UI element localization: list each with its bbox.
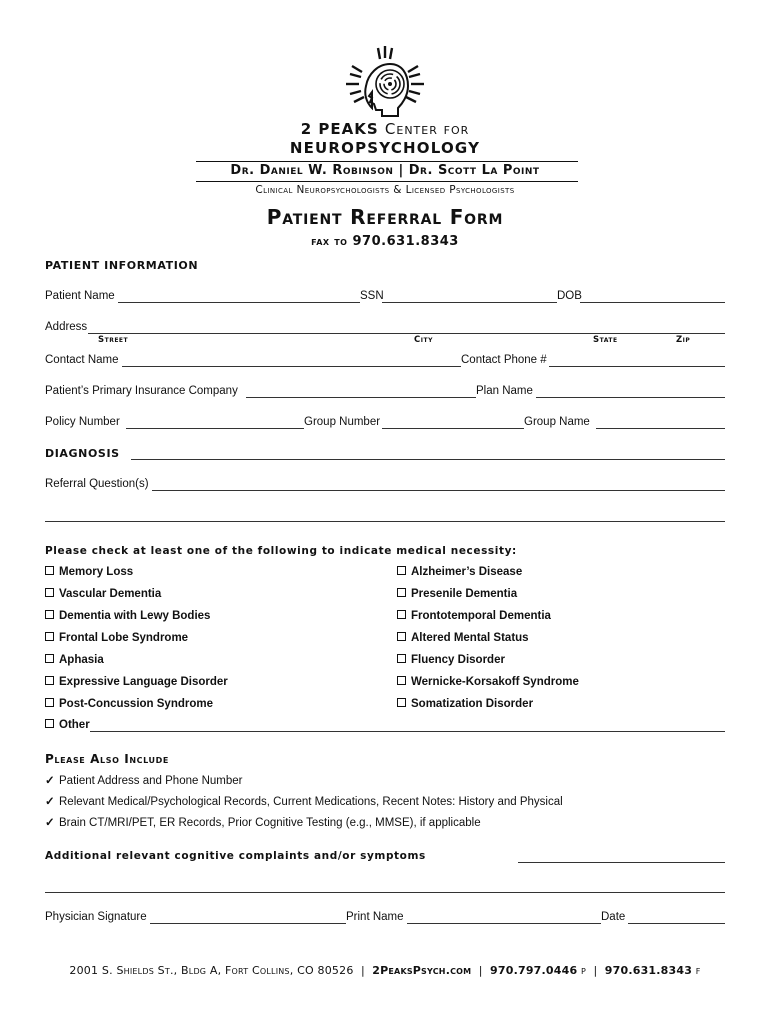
checkbox-post-concussion-syndrome[interactable]: Post-Concussion Syndrome xyxy=(45,698,213,710)
form-title: Patient Referral Form xyxy=(266,205,504,229)
checkbox-icon[interactable] xyxy=(397,566,406,575)
footer-fax: 970.631.8343 xyxy=(604,964,693,977)
checkbox-icon[interactable] xyxy=(45,610,54,619)
print-name-field[interactable] xyxy=(407,923,601,924)
footer-fax-suffix: f xyxy=(695,964,701,977)
dob-field[interactable] xyxy=(580,302,725,303)
doctor-names: Dr. Daniel W. Robinson | Dr. Scott La Point xyxy=(230,163,540,178)
footer-phone-suffix: p xyxy=(581,964,587,977)
checkbox-vascular-dementia[interactable]: Vascular Dementia xyxy=(45,588,161,600)
additional-complaints-heading: Additional relevant cognitive complaints and/or symptoms xyxy=(45,850,426,862)
checkbox-icon[interactable] xyxy=(45,588,54,597)
contact-phone-label: Contact Phone # xyxy=(461,354,547,366)
please-also-include-heading: Please Also Include xyxy=(45,752,169,766)
contact-name-label: Contact Name xyxy=(45,354,119,366)
checkbox-somatization-disorder[interactable]: Somatization Disorder xyxy=(397,698,533,710)
patient-information-heading: PATIENT INFORMATION xyxy=(45,259,199,272)
contact-row xyxy=(45,354,725,368)
additional-complaints-line-2[interactable] xyxy=(45,892,725,893)
checkbox-icon[interactable] xyxy=(45,632,54,641)
policy-number-field[interactable] xyxy=(126,428,304,429)
checkbox-icon[interactable] xyxy=(397,698,406,707)
checkbox-icon[interactable] xyxy=(397,632,406,641)
include-item: ✓ Brain CT/MRI/PET, ER Records, Prior Cognitive Testing (e.g., MMSE), if applicable xyxy=(45,817,481,829)
physician-signature-field[interactable] xyxy=(150,923,346,924)
patient-name-row xyxy=(45,290,725,304)
referral-questions-line-2[interactable] xyxy=(45,521,725,522)
address-label: Address xyxy=(45,321,88,333)
footer-website[interactable]: 2PeaksPsych.com xyxy=(372,964,472,977)
other-field[interactable] xyxy=(90,731,725,732)
physician-signature-label: Physician Signature xyxy=(45,911,147,923)
checkbox-presenile-dementia[interactable]: Presenile Dementia xyxy=(397,588,517,600)
additional-complaints-field[interactable] xyxy=(518,862,725,863)
check-mark-icon: ✓ xyxy=(45,775,55,787)
checkbox-icon[interactable] xyxy=(45,566,54,575)
logo xyxy=(342,44,428,120)
patient-name-field[interactable] xyxy=(118,302,360,303)
ssn-label: SSN xyxy=(360,290,384,302)
checkbox-dementia-lewy-bodies[interactable]: Dementia with Lewy Bodies xyxy=(45,610,210,622)
referral-questions-label: Referral Question(s) xyxy=(45,478,149,490)
footer: 2001 S. Shields St., Bldg A, Fort Collins, CO 80526 | 2PeaksPsych.com | 970.797.0446 p | 970.631.8343 f xyxy=(69,964,701,977)
diagnosis-heading: DIAGNOSIS xyxy=(45,447,120,460)
state-sublabel: State xyxy=(593,335,618,345)
checkbox-icon[interactable] xyxy=(397,610,406,619)
footer-phone: 970.797.0446 xyxy=(490,964,578,977)
check-mark-icon: ✓ xyxy=(45,796,55,808)
contact-phone-field[interactable] xyxy=(549,366,725,367)
city-sublabel: City xyxy=(414,335,433,345)
checkbox-aphasia[interactable]: Aphasia xyxy=(45,654,104,666)
referral-questions-field[interactable] xyxy=(152,490,725,491)
zip-sublabel: Zip xyxy=(676,335,691,345)
policy-number-label: Policy Number xyxy=(45,416,120,428)
org-name-line1: 2 PEAKS Center for xyxy=(300,120,470,138)
additional-complaints-row xyxy=(45,850,725,864)
checkbox-expressive-language-disorder[interactable]: Expressive Language Disorder xyxy=(45,676,228,688)
other-row xyxy=(45,719,725,733)
medical-necessity-heading: Please check at least one of the following to indicate medical necessity: xyxy=(45,545,517,557)
group-name-field[interactable] xyxy=(596,428,725,429)
checkbox-icon[interactable] xyxy=(397,588,406,597)
group-number-field[interactable] xyxy=(382,428,524,429)
checkbox-icon[interactable] xyxy=(45,654,54,663)
header-rule xyxy=(196,161,578,162)
fax-line: fax to 970.631.8343 xyxy=(311,234,459,249)
contact-name-field[interactable] xyxy=(122,366,461,367)
checkbox-altered-mental-status[interactable]: Altered Mental Status xyxy=(397,632,529,644)
plan-name-label: Plan Name xyxy=(476,385,533,397)
checkbox-icon[interactable] xyxy=(45,676,54,685)
policy-row xyxy=(45,416,725,430)
include-item: ✓ Patient Address and Phone Number xyxy=(45,775,243,787)
include-item: ✓ Relevant Medical/Psychological Records, Current Medications, Recent Notes: History and Physical xyxy=(45,796,563,808)
check-mark-icon: ✓ xyxy=(45,817,55,829)
insurance-row xyxy=(45,385,725,399)
checkbox-wernicke-korsakoff[interactable]: Wernicke-Korsakoff Syndrome xyxy=(397,676,579,688)
date-field[interactable] xyxy=(628,923,725,924)
checkbox-frontal-lobe-syndrome[interactable]: Frontal Lobe Syndrome xyxy=(45,632,188,644)
date-label: Date xyxy=(601,911,626,923)
print-name-label: Print Name xyxy=(346,911,404,923)
address-field[interactable] xyxy=(88,333,725,334)
plan-name-field[interactable] xyxy=(536,397,725,398)
org-name-line2: NEUROPSYCHOLOGY xyxy=(289,139,481,157)
address-sublabels xyxy=(45,336,725,350)
checkbox-icon[interactable] xyxy=(397,654,406,663)
diagnosis-field[interactable] xyxy=(131,459,725,460)
checkbox-alzheimers-disease[interactable]: Alzheimer’s Disease xyxy=(397,566,522,578)
signature-row xyxy=(45,911,725,925)
patient-name-label: Patient Name xyxy=(45,290,115,302)
checkbox-fluency-disorder[interactable]: Fluency Disorder xyxy=(397,654,505,666)
insurance-field[interactable] xyxy=(246,397,476,398)
credentials: Clinical Neuropsychologists & Licensed Psychologists xyxy=(255,184,515,196)
diagnosis-row xyxy=(45,447,725,461)
checkbox-other[interactable]: Other xyxy=(45,719,90,731)
footer-address: 2001 S. Shields St., Bldg A, Fort Collins, CO 80526 xyxy=(69,964,354,977)
header-rule-2 xyxy=(196,181,578,182)
address-row xyxy=(45,321,725,335)
group-name-label: Group Name xyxy=(524,416,590,428)
ssn-field[interactable] xyxy=(382,302,557,303)
street-sublabel: Street xyxy=(98,335,129,345)
insurance-label: Patient’s Primary Insurance Company xyxy=(45,385,238,397)
checkbox-memory-loss[interactable]: Memory Loss xyxy=(45,566,133,578)
dob-label: DOB xyxy=(557,290,582,302)
checkbox-icon[interactable] xyxy=(45,719,54,728)
checkbox-frontotemporal-dementia[interactable]: Frontotemporal Dementia xyxy=(397,610,551,622)
group-number-label: Group Number xyxy=(304,416,381,428)
referral-questions-row xyxy=(45,478,725,492)
head-maze-sun-icon xyxy=(342,44,428,120)
checkbox-icon[interactable] xyxy=(45,698,54,707)
checkbox-icon[interactable] xyxy=(397,676,406,685)
